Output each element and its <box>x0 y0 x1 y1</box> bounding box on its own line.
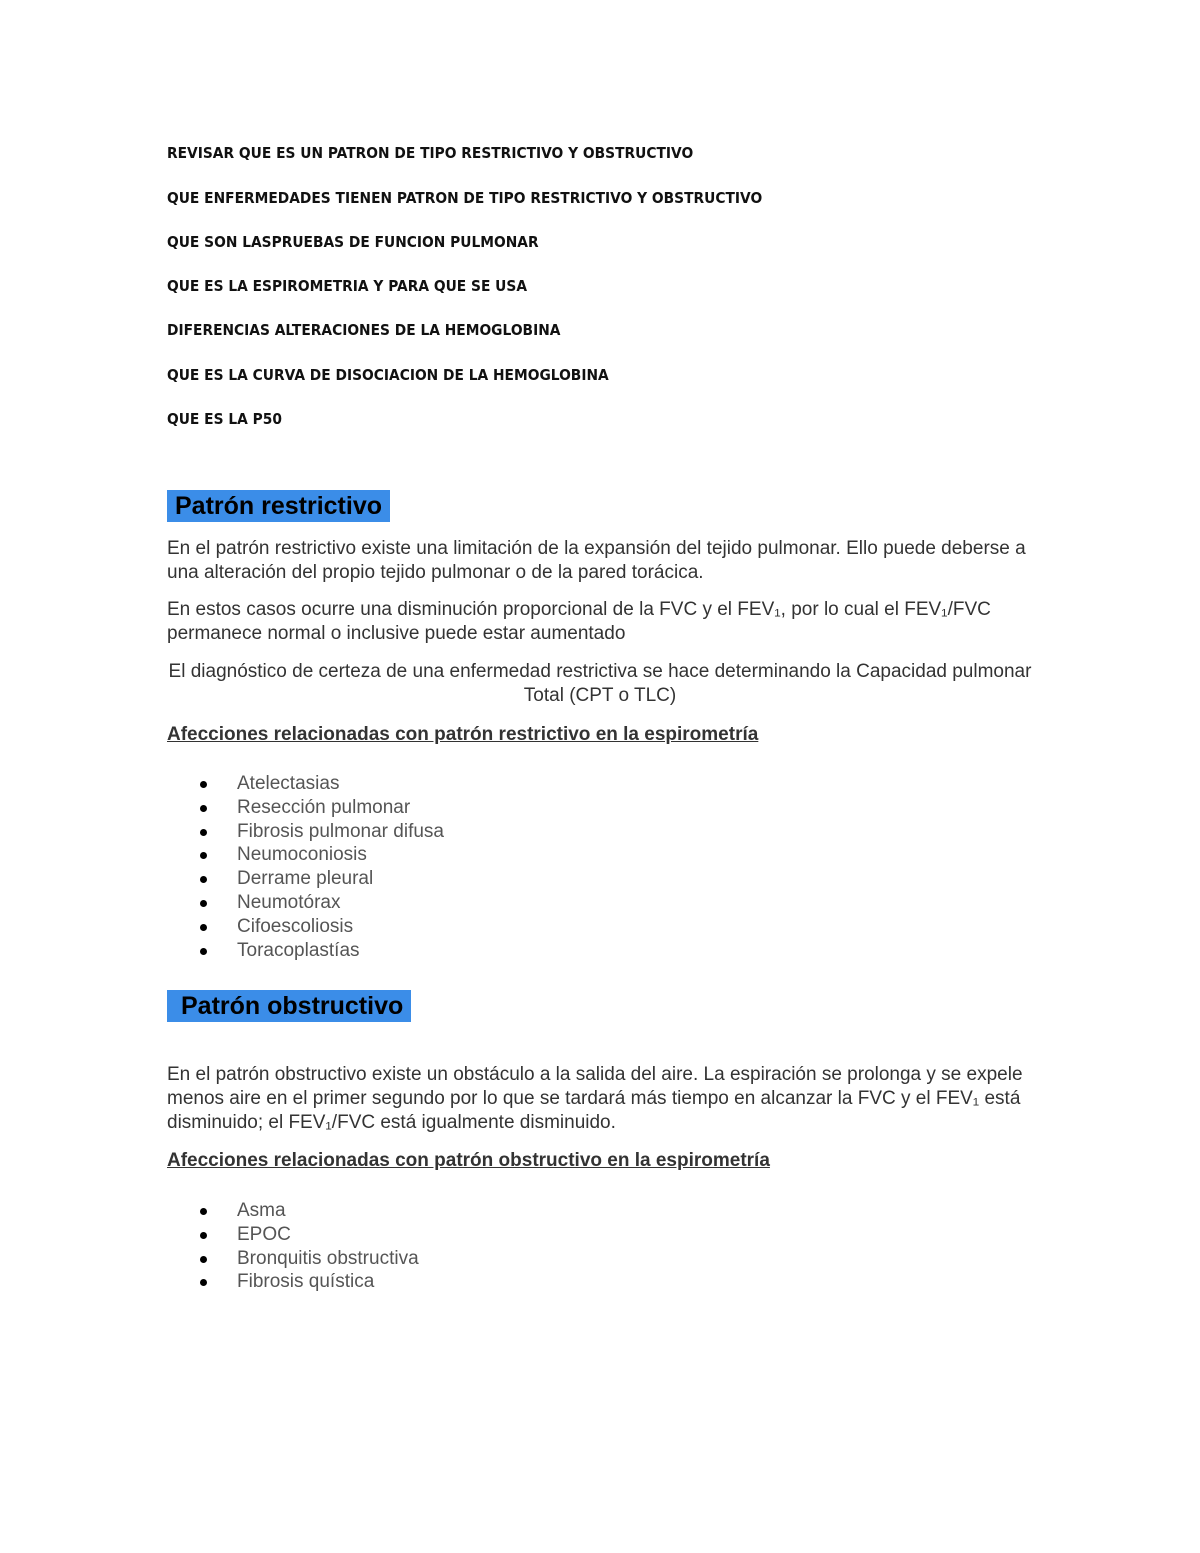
list-item: Cifoescoliosis <box>167 915 444 939</box>
list-item: Derrame pleural <box>167 867 444 891</box>
question-5: DIFERENCIAS ALTERACIONES DE LA HEMOGLOBINA <box>167 321 561 339</box>
bullet-icon <box>200 1256 207 1263</box>
restrictive-subheading: Afecciones relacionadas con patrón restrictivo en la espirometría <box>167 724 759 745</box>
restrictive-paragraph-2: En estos casos ocurre una disminución proporcional de la FVC y el FEV₁, por lo cual el FEV₁/FVC permanece normal o inclusive puede estar aumentado <box>167 599 991 644</box>
bullet-icon <box>200 1279 207 1286</box>
list-item: Neumoconiosis <box>167 843 444 867</box>
list-item: Resección pulmonar <box>167 796 444 820</box>
list-item: Toracoplastías <box>167 939 444 963</box>
restrictive-heading: Patrón restrictivo <box>167 490 390 522</box>
restrictive-conditions-list <box>167 772 444 962</box>
obstructive-heading: Patrón obstructivo <box>167 990 411 1022</box>
bullet-icon <box>200 1208 207 1215</box>
list-item: Fibrosis pulmonar difusa <box>167 820 444 844</box>
bullet-icon <box>200 924 207 931</box>
list-item: Asma <box>167 1199 419 1223</box>
list-item: Neumotórax <box>167 891 444 915</box>
list-item: EPOC <box>167 1223 419 1247</box>
bullet-icon <box>200 829 207 836</box>
question-7: QUE ES LA P50 <box>167 410 282 428</box>
bullet-icon <box>200 1232 207 1239</box>
question-6: QUE ES LA CURVA DE DISOCIACION DE LA HEMOGLOBINA <box>167 366 609 384</box>
question-4: QUE ES LA ESPIROMETRIA Y PARA QUE SE USA <box>167 277 528 295</box>
bullet-icon <box>200 876 207 883</box>
bullet-icon <box>200 781 207 788</box>
list-item: Bronquitis obstructiva <box>167 1247 419 1271</box>
question-1: REVISAR QUE ES UN PATRON DE TIPO RESTRICTIVO Y OBSTRUCTIVO <box>167 144 694 162</box>
bullet-icon <box>200 948 207 955</box>
restrictive-paragraph-3: El diagnóstico de certeza de una enfermedad restrictiva se hace determinando la Capacidad pulmonar Total (CPT o TLC) <box>168 661 1032 706</box>
bullet-icon <box>200 805 207 812</box>
bullet-icon <box>200 900 207 907</box>
obstructive-conditions-list <box>167 1199 419 1294</box>
restrictive-paragraph-1: En el patrón restrictivo existe una limitación de la expansión del tejido pulmonar. Ello puede deberse a una alteración del propio tejido pulmonar o de la pared torácica. <box>167 538 1026 583</box>
list-item: Atelectasias <box>167 772 444 796</box>
obstructive-subheading: Afecciones relacionadas con patrón obstructivo en la espirometría <box>167 1150 770 1171</box>
bullet-icon <box>200 852 207 859</box>
obstructive-paragraph-1: En el patrón obstructivo existe un obstáculo a la salida del aire. La espiración se prolonga y se expele menos aire en el primer segundo por lo que se tardará más tiempo en alcanzar la FVC y el FEV₁ está disminuido; el FEV₁/FVC está igualmente disminuido. <box>167 1064 1023 1133</box>
question-2: QUE ENFERMEDADES TIENEN PATRON DE TIPO RESTRICTIVO Y OBSTRUCTIVO <box>167 189 763 207</box>
list-item: Fibrosis quística <box>167 1270 419 1294</box>
question-3: QUE SON LASPRUEBAS DE FUNCION PULMONAR <box>167 233 539 251</box>
